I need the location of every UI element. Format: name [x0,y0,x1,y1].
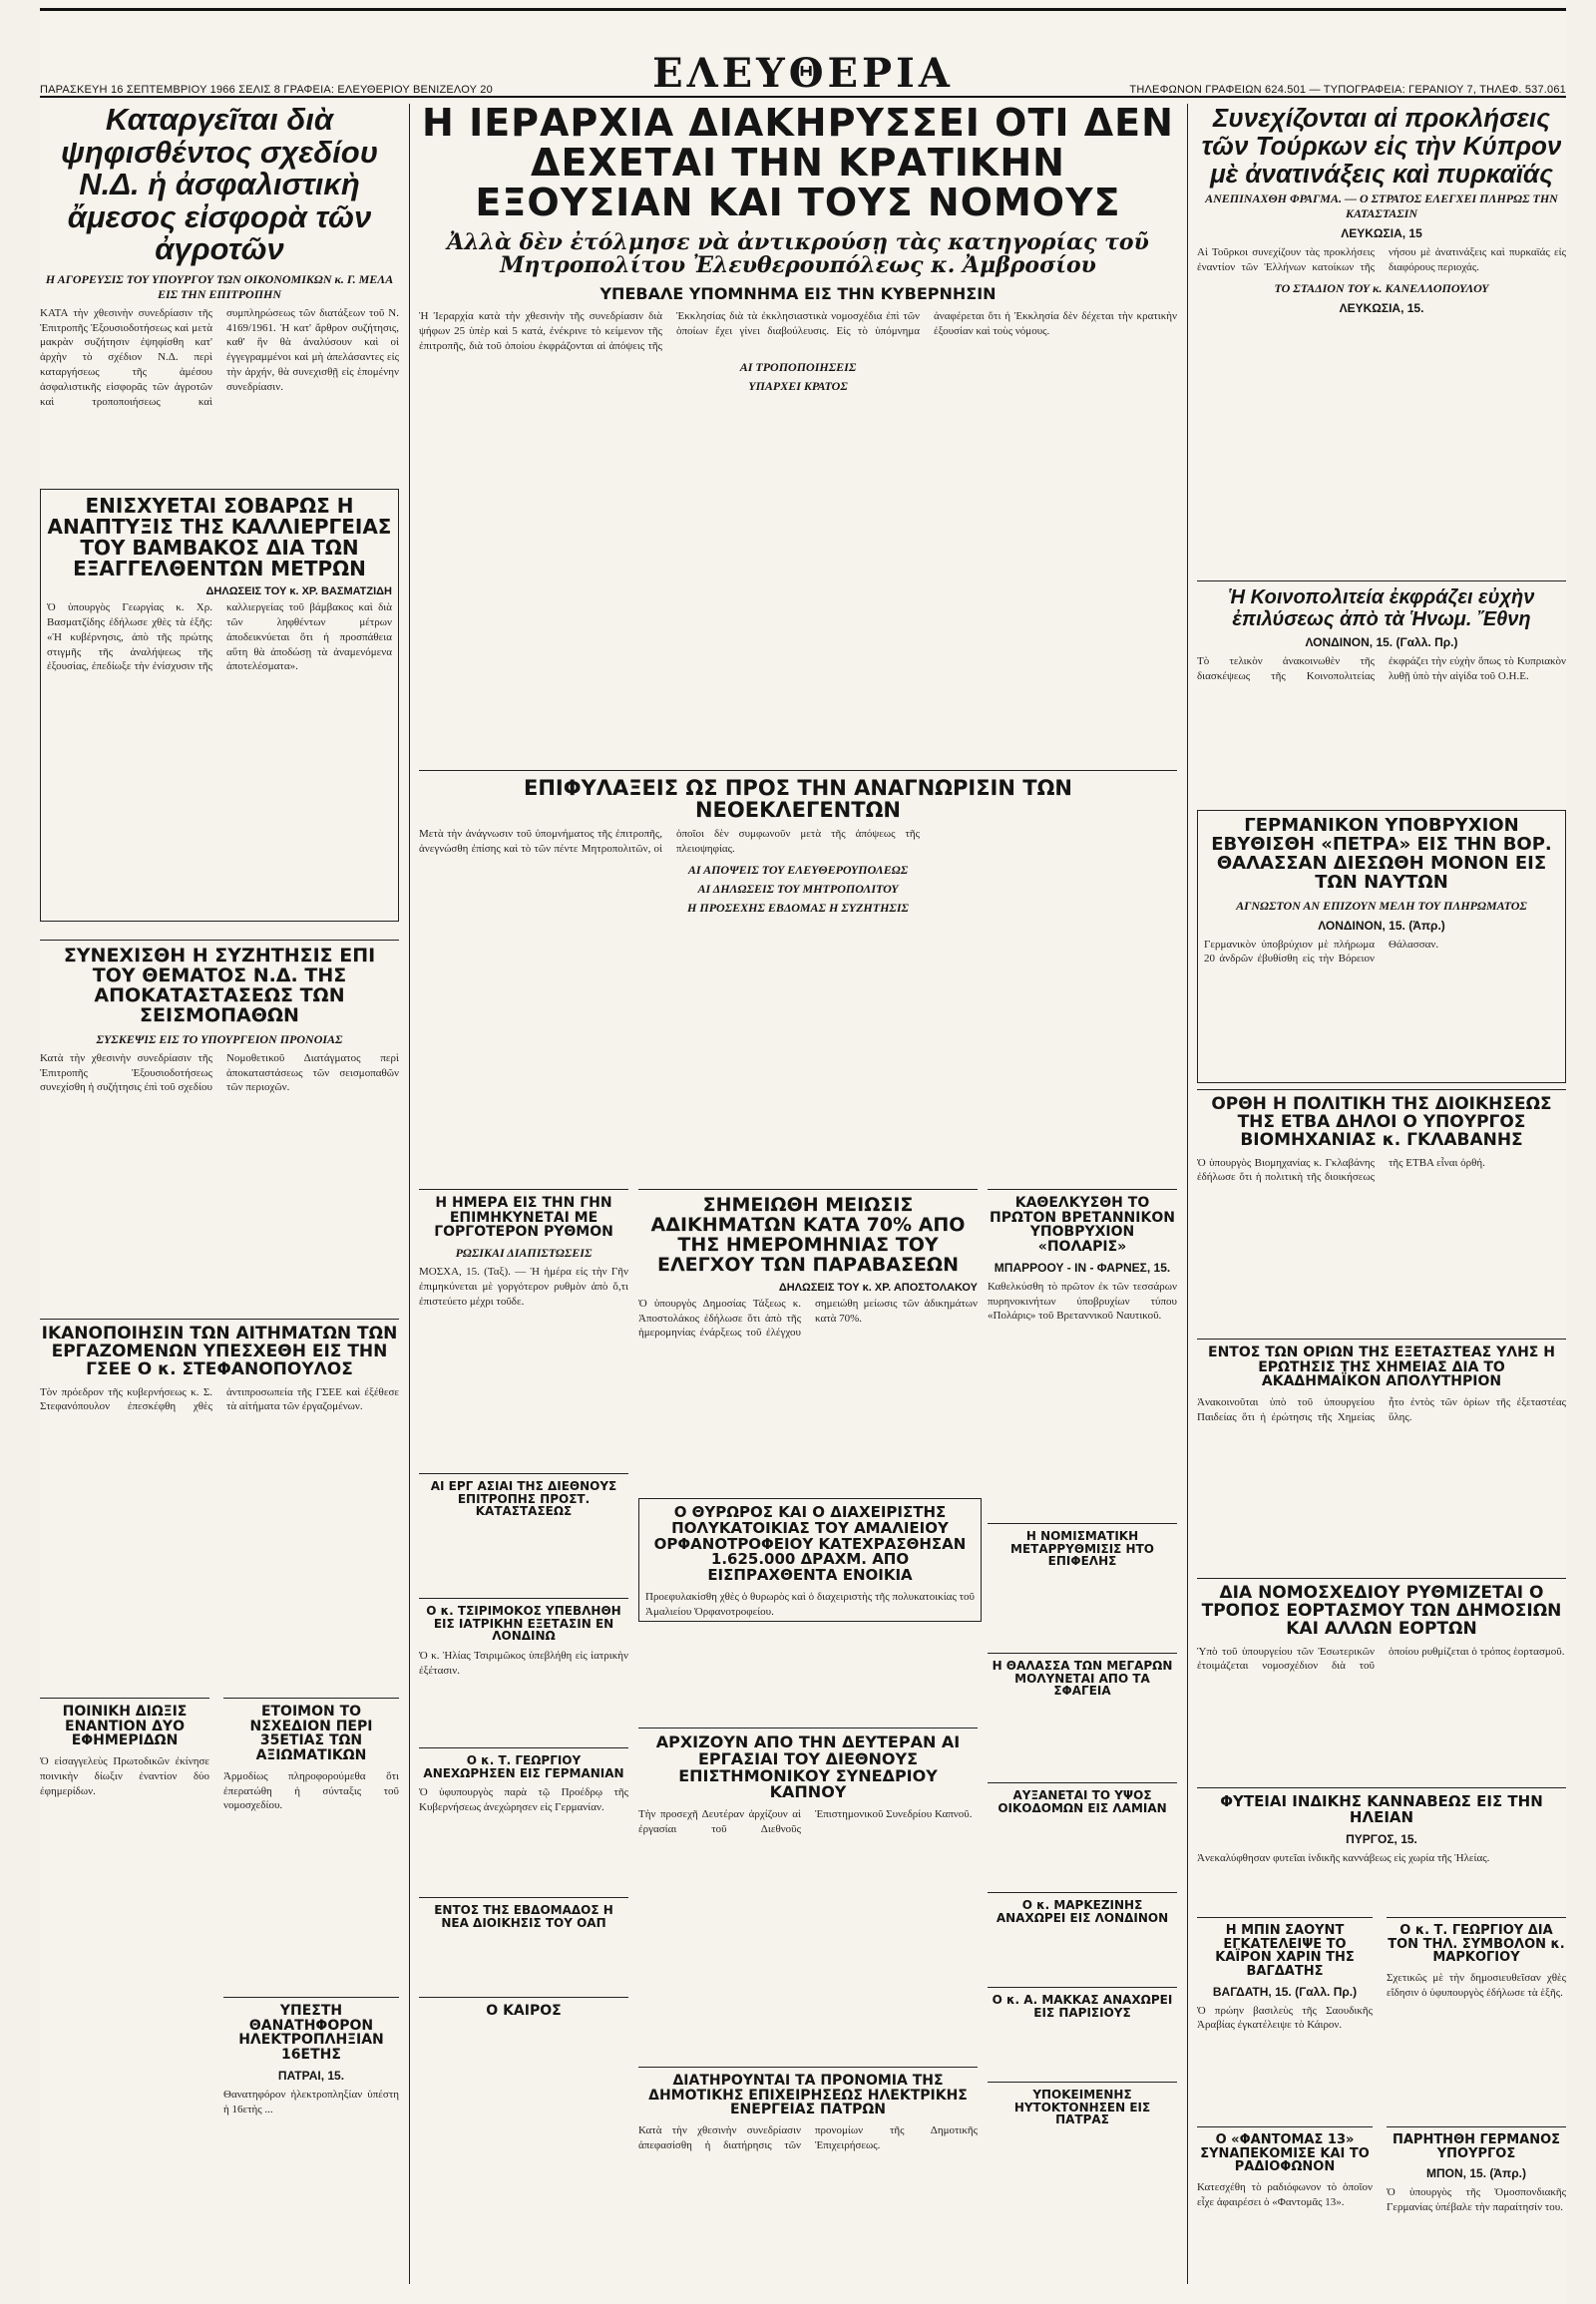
headline: Ο κ. Τ. ΓΕΩΡΓΙΟΥ ΔΙΑ ΤΟΝ ΤΗΛ. ΣΥΜΒΟΛΟΝ κ. ΜΑΡΚΟΓΙΟΥ [1388,1923,1565,1966]
article-reservations [419,770,1177,1196]
article-body: Ὁ ὑπουργὸς Βιομηχανίας κ. Γκλαβάνης ἐδήλωσε ὅτι ἡ πολιτικὴ τῆς διοικήσεως τῆς ΕΤΒΑ εἶναι ὀρθή. [1197,1156,1485,1184]
headline: Ο κ. ΜΑΡΚΕΖΙΝΗΣ ΑΝΑΧΩΡΕΙ ΕΙΣ ΛΟΝΔΙΝΟΝ [996,1898,1169,1925]
headline: Ἡ Κοινοπολιτεία ἐκφράζει εὐχὴν ἐπιλύσεως ἀπὸ τὰ Ἡνωμ. Ἔθνη [1228,586,1535,630]
article-chemistry [1197,1339,1566,1565]
article-body: Ὑπὸ τοῦ ὑπουργείου τῶν Ἐσωτερικῶν ἐτοιμάζεται νομοσχέδιον διὰ τοῦ ὁποίου ρυθμίζεται ὁ τρόπος ἑορτασμοῦ. [1197,1645,1565,1673]
headline: ΔΙΑΤΗΡΟΥΝΤΑΙ ΤΑ ΠΡΟΝΟΜΙΑ ΤΗΣ ΔΗΜΟΤΙΚΗΣ ΕΠΙΧΕΙΡΗΣΕΩΣ ΗΛΕΚΤΡΙΚΗΣ ΕΝΕΡΓΕΙΑΣ ΠΑΤΡΩΝ [648,2073,968,2118]
article-suicide [988,2082,1177,2188]
article-body: Θανατηφόρον ἠλεκτροπληξίαν ὑπέστη ἡ 16ετὴς ... [223,2088,399,2115]
column-divider [409,104,410,2284]
article-bin-saud [1197,1917,1373,2123]
article-tobacco-congress [638,1728,978,2064]
subhead: ΑΝΕΠΙΝΑΧΘΗ ΦΡΑΓΜΑ. — Ο ΣΤΡΑΤΟΣ ΕΛΕΓΧΕΙ ΠΛΗΡΩΣ ΤΗΝ ΚΑΤΑΣΤΑΣΙΝ [1205,192,1558,221]
article-body: ΚΑΤΑ τὴν χθεσινὴν συνεδρίασιν τῆς Ἐπιτροπῆς Ἐξουσιοδοτήσεως καὶ μετὰ μακρὰν συζήτησιν ἐψηφίσθη κατ' ἀρχὴν τὸ σχέδιον Ν.Δ. περὶ καταργήσεως τῆς ἀμέσου ἀσφαλιστικῆς εἰσφορᾶς τῶν ἀγροτῶν καὶ τροποποιήσεως καὶ συμπληρώσεως τῶν διατάξεων τοῦ Ν. 4169/1961. Ἡ κατ' ἄρθρον συζήτησις, καθ' ἣν θὰ ἀναλύσουν καὶ οἱ ἐγγεγραμμένοι καὶ μὴ ἀπελάσαντες εἰς τὴν ἀρχήν, θὰ συνεχισθῇ εἰς ἑπομένην συνεδρίασιν. [40,306,399,408]
subhead: ΣΥΣΚΕΨΙΣ ΕΙΣ ΤΟ ΥΠΟΥΡΓΕΙΟΝ ΠΡΟΝΟΙΑΣ [96,1031,343,1046]
dateline: ΒΑΓΔΑΤΗ, 15. (Γαλλ. Πρ.) [1212,1984,1358,1999]
masthead-rule [40,96,1566,98]
article-body: Τὸν πρόεδρον τῆς κυβερνήσεως κ. Σ. Στεφανόπουλον ἐπεσκέφθη χθὲς ἀντιπροσωπεία τῆς ΓΣΕΕ καὶ ἐξέθεσε τὰ αἰτήματα τῶν ἐργαζομένων. [40,1385,399,1413]
subhead: Η ΠΡΟΣΕΧΗΣ ΕΒΔΟΜΑΣ Η ΣΥΖΗΤΗΣΙΣ [687,900,909,915]
dateline: ΜΠΟΝ, 15. (Ἀπρ.) [1426,2166,1526,2181]
headline: ΠΑΡΗΤΗΘΗ ΓΕΡΜΑΝΟΣ ΥΠΟΥΡΓΟΣ [1392,2132,1561,2161]
headline: ΑΥΞΑΝΕΤΑΙ ΤΟ ΥΨΟΣ ΟΙΚΟΔΟΜΩΝ ΕΙΣ ΛΑΜΙΑΝ [998,1788,1167,1815]
article-patras-power [638,2067,978,2253]
article-prosecution [40,1698,209,1964]
right-column [1197,104,1566,2304]
article-weather [419,1997,628,2123]
headline: ΑΙ ΕΡΓ ΑΣΙΑΙ ΤΗΣ ΔΙΕΘΝΟΥΣ ΕΠΙΤΡΟΠΗΣ ΠΡΟΣΤ. ΚΑΤΑΣΤΑΣΕΩΣ [430,1479,617,1519]
lead-body: Ἡ Ἱεραρχία κατὰ τὴν χθεσινὴν τῆς συνεδρίασιν διὰ ψήφων 25 ὑπὲρ καὶ 5 κατά, ἐνέκρινε τὸ κείμενον τῆς ἐπιτροπῆς, διὰ τοῦ ὁποίου ἐκφράζονται αἱ ἀπόψεις τῆς Ἐκκλησίας διὰ τὰ ἐκκλησιαστικὰ νομοσχέδια ἐπὶ τῶν ὁποίων ἔχει γίνει διαβούλευσις. Εἰς τὸ ὑπόμνημα ἀναφέρεται ὅτι ἡ Ἐκκλησία δὲν δέχεται τὴν κρατικὴν ἐξουσίαν καὶ τοὺς νόμους. [419,309,1177,352]
article-workers [40,1319,399,1575]
article-makkas [988,1987,1177,2084]
article-fantomas [1197,2126,1373,2283]
subhead: ΑΙ ΑΠΟΨΕΙΣ ΤΟΥ ΕΛΕΥΘΕΡΟΥΠΟΛΕΩΣ [687,862,909,877]
article-body: Ἀνεκαλύφθησαν φυτεῖαι ἰνδικῆς καννάβεως εἰς χωρία τῆς Ἠλείας. [1197,1851,1490,1864]
headline: ΕΝΤΟΣ ΤΩΝ ΟΡΙΩΝ ΤΗΣ ΕΞΕΤΑΣΤΕΑΣ ΥΛΗΣ Η ΕΡΩΤΗΣΙΣ ΤΗΣ ΧΗΜΕΙΑΣ ΔΙΑ ΤΟ ΑΚΑΔΗΜΑΪΚΟΝ ΑΠΟΛΥΤΗΡΙΟΝ [1208,1344,1555,1390]
article-body: Ἀνακοινοῦται ὑπὸ τοῦ ὑπουργείου Παιδείας ὅτι ἡ ἐρώτησις τῆς Χημείας ἦτο ἐντὸς τῶν ὁρίων τῆς ἐξεταστέας ὕλης. [1197,1396,1566,1423]
lead-deck: Ἀλλὰ δὲν ἐτόλμησε νὰ ἀντικρούσῃ τὰς κατηγορίας τοῦ Μητροπολίτου Ἐλευθερουπόλεως κ. Ἀμβροσίου [447,228,1149,279]
subhead: Η ΑΓΟΡΕΥΣΙΣ ΤΟΥ ΥΠΟΥΡΓΟΥ ΤΩΝ ΟΙΚΟΝΟΜΙΚΩΝ κ. Γ. ΜΕΛΑ ΕΙΣ ΤΗΝ ΕΠΙΤΡΟΠΗΝ [45,271,394,301]
headline: ΕΝΤΟΣ ΤΗΣ ΕΒΔΟΜΑΔΟΣ Η ΝΕΑ ΔΙΟΙΚΗΣΙΣ ΤΟΥ ΟΑΠ [434,1903,613,1930]
article-body: Ὁ ὑφυπουργὸς παρὰ τῷ Προέδρῳ τῆς Κυβερνήσεως ἀνεχώρησεν εἰς Γερμανίαν. [419,1786,628,1814]
article-megara [988,1653,1177,1779]
article-body: Μετὰ τὴν ἀνάγνωσιν τοῦ ὑπομνήματος τῆς ἐπιτροπῆς, ἀνεγνώσθη ἐπίσης καὶ τὸ τῶν πέντε Μητροπολιτῶν, οἱ ὁποῖοι δὲν συμφωνοῦν μετὰ τῆς ἀπόψεως τῆς πλειοψηφίας. [419,828,920,855]
subhead: ΡΩΣΙΚΑΙ ΔΙΑΠΙΣΤΩΣΕΙΣ [455,1246,593,1261]
dateline: ΛΟΝΔΙΝΟΝ, 15. (Ἀπρ.) [1318,918,1445,933]
article-intl-committee [419,1473,628,1600]
article-currency [988,1523,1177,1650]
article-body: Προεφυλακίσθη χθὲς ὁ θυρωρὸς καὶ ὁ διαχειριστὴς τῆς πολυκατοικίας τοῦ Ἀμαλιείου Ὀρφανοτροφείου. [645,1590,975,1618]
dateline: ΠΑΤΡΑΙ, 15. [277,2068,345,2083]
article-lamia [988,1782,1177,1889]
article-cyprus [1197,104,1566,473]
article-electrocution [223,1997,399,2203]
article-officers [223,1698,399,1944]
headline: ΥΠΟΚΕΙΜΕΝΗΣ ΗΥΤΟΚΤΟΝΗΣΕΝ ΕΙΣ ΠΑΤΡΑΣ [1013,2088,1151,2127]
lead-article [419,104,1177,622]
article-body: Καθελκύσθη τὸ πρῶτον ἐκ τῶν τεσσάρων πυρηνοκινήτων ὑποβρυχίων τύπου «Πολάρις» τοῦ Βρεταννικοῦ Ναυτικοῦ. [988,1280,1177,1323]
dateline: ΛΟΝΔΙΝΟΝ, 15. (Γαλλ. Πρ.) [1305,635,1458,650]
headline: ΕΠΙΦΥΛΑΞΕΙΣ ΩΣ ΠΡΟΣ ΤΗΝ ΑΝΑΓΝΩΡΙΣΙΝ ΤΩΝ ΝΕΟΕΚΛΕΓΕΝΤΩΝ [523,776,1073,823]
headline: Η ΝΟΜΙΣΜΑΤΙΚΗ ΜΕΤΑΡΡΥΘΜΙΣΙΣ ΗΤΟ ΕΠΙΦΕΛΗΣ [1010,1529,1154,1569]
article-body: Ὁ ὑπουργὸς Γεωργίας κ. Χρ. Βασματζίδης ἐδήλωσε χθὲς τὰ ἑξῆς: «Ἡ κυβέρνησις, ἀπὸ τῆς πρώτης στιγμῆς τῆς ἀναλήψεως τῆς ἐξουσίας, ἐπεδίωξε τὴν ἐνίσχυσιν τῆς καλλιεργείας τοῦ βάμβακος καὶ διὰ τῶν ληφθέντων μέτρων ἀποδεικνύεται ὅτι ἡ προσπάθεια αὕτη θὰ ἀποδώσῃ τὰ ἀναμενόμενα ἀποτελέσματα». [47,601,392,673]
article-oap [419,1897,628,1984]
article-submarine [1197,810,1566,1083]
article-earthquake [40,940,399,1306]
masthead-date-address: ΠΑΡΑΣΚΕΥΗ 16 ΣΕΠΤΕΜΒΡΙΟΥ 1966 ΣΕΛΙΣ 8 ΓΡΑΦΕΙΑ: ΕΛΕΥΘΕΡΙΟΥ ΒΕΝΙΖΕΛΟΥ 20 [40,84,493,96]
article-body: Σχετικῶς μὲ τὴν δημοσιευθεῖσαν χθὲς εἴδησιν ὁ ὑφυπουργὸς ἐδήλωσε τὰ ἑξῆς. [1387,1971,1566,1999]
headline: Καταργεῖται διὰ ψηφισθέντος σχεδίου Ν.Δ. ἡ ἀσφαλιστικὴ ἄμεσος εἰσφορὰ τῶν ἀγροτῶν [60,104,379,267]
headline: Ο κ. Α. ΜΑΚΚΑΣ ΑΝΑΧΩΡΕΙ ΕΙΣ ΠΑΡΙΣΙΟΥΣ [992,1993,1173,2020]
article-cannabis [1197,1787,1566,1904]
article-holidays [1197,1578,1566,1774]
headline: ΦΥΤΕΙΑΙ ΙΝΔΙΚΗΣ ΚΑΝΝΑΒΕΩΣ ΕΙΣ ΤΗΝ ΗΛΕΙΑΝ [1220,1792,1543,1826]
article-crime-drop [638,1189,978,1495]
headline: ΠΟΙΝΙΚΗ ΔΙΩΞΙΣ ΕΝΑΝΤΙΟΝ ΔΥΟ ΕΦΗΜΕΡΙΔΩΝ [62,1704,188,1749]
newspaper-title: ΕΛΕΥΘΕΡΙΑ [652,50,954,97]
headline: ΟΡΘΗ Η ΠΟΛΙΤΙΚΗ ΤΗΣ ΔΙΟΙΚΗΣΕΩΣ ΤΗΣ ΕΤΒΑ ΔΗΛΟΙ Ο ΥΠΟΥΡΓΟΣ ΒΙΟΜΗΧΑΝΙΑΣ κ. ΓΚΛΑΒΑΝΗΣ [1211,1094,1552,1150]
article-farmers [40,104,399,473]
article-cotton [40,489,399,922]
headline: ΙΚΑΝΟΠΟΙΗΣΙΝ ΤΩΝ ΑΙΤΗΜΑΤΩΝ ΤΩΝ ΕΡΓΑΖΟΜΕΝΩΝ ΥΠΕΣΧΕΘΗ ΕΙΣ ΤΗΝ ΓΣΕΕ Ο κ. ΣΤΕΦΑΝΟΠΟΥΛΟΣ [41,1324,398,1379]
headline: Ο «ΦΑΝΤΟΜΑΣ 13» ΣΥΝΑΠΕΚΟΜΙΣΕ ΚΑΙ ΤΟ ΡΑΔΙΟΦΩΝΟΝ [1200,2132,1370,2175]
article-orphanage [638,1498,982,1622]
headline: ΓΕΡΜΑΝΙΚΟΝ ΥΠΟΒΡΥΧΙΟΝ ΕΒΥΘΙΣΘΗ «ΠΕΤΡΑ» ΕΙΣ ΤΗΝ ΒΟΡ. ΘΑΛΑΣΣΑΝ ΔΙΕΣΩΘΗ ΜΟΝΟΝ ΕΙΣ ΤΩΝ ΝΑΥΤΩΝ [1211,815,1552,893]
headline: ΥΠΕΣΤΗ ΘΑΝΑΤΗΦΟΡΟΝ ΗΛΕΚΤΡΟΠΛΗΞΙΑΝ 16ΕΤΗΣ [238,2003,384,2064]
article-body: Τὴν προσεχῆ Δευτέραν ἀρχίζουν αἱ ἐργασίαι τοῦ Διεθνοῦς Ἐπιστημονικοῦ Συνεδρίου Καπνοῦ. [638,1808,973,1836]
lead-subhead: ΥΠΕΒΑΛΕ ΥΠΟΜΝΗΜΑ ΕΙΣ ΤΗΝ ΚΥΒΕΡΝΗΣΙΝ [599,284,997,304]
headline: Η ΘΑΛΑΣΣΑ ΤΩΝ ΜΕΓΑΡΩΝ ΜΟΛΥΝΕΤΑΙ ΑΠΟ ΤΑ ΣΦΑΓΕΙΑ [992,1659,1173,1699]
headline: ΣΗΜΕΙΩΘΗ ΜΕΙΩΣΙΣ ΑΔΙΚΗΜΑΤΩΝ ΚΑΤΑ 70% ΑΠΟ ΤΗΣ ΗΜΕΡΟΜΗΝΙΑΣ ΤΟΥ ΕΛΕΓΧΟΥ ΤΩΝ ΠΑΡΑΒΑΣΕΩΝ [650,1194,966,1276]
dateline: ΠΥΡΓΟΣ, 15. [1346,1831,1417,1846]
article-body: Κατὰ τὴν χθεσινὴν συνεδρίασιν τῆς Ἐπιτροπῆς Ἐξουσιοδοτήσεως συνεχίσθη ἡ συζήτησις ἐπὶ τοῦ σχεδίου Νομοθετικοῦ Διατάγματος περὶ ἀποκαταστάσεως τῶν σεισμοπαθῶν τῶν περιοχῶν. [40,1051,399,1094]
headline: ΔΙΑ ΝΟΜΟΣΧΕΔΙΟΥ ΡΥΘΜΙΖΕΤΑΙ Ο ΤΡΟΠΟΣ ΕΟΡΤΑΣΜΟΥ ΤΩΝ ΔΗΜΟΣΙΩΝ ΚΑΙ ΑΛΛΩΝ ΕΟΡΤΩΝ [1201,1583,1562,1639]
headline: Ο ΘΥΡΩΡΟΣ ΚΑΙ Ο ΔΙΑΧΕΙΡΙΣΤΗΣ ΠΟΛΥΚΑΤΟΙΚΙΑΣ ΤΟΥ ΑΜΑΛΙΕΙΟΥ ΟΡΦΑΝΟΤΡΟΦΕΙΟΥ ΚΑΤΕΧΡΑΣΘΗΣΑΝ 1.625.000 ΔΡΑΧΜ. ΑΠΟ ΕΙΣΠΡΑΧΘΕΝΤΑ ΕΝΟΙΚΙΑ [653,1503,967,1584]
headline: ΕΤΟΙΜΟΝ ΤΟ ΝΣΧΕΔΙΟΝ ΠΕΡΙ 35ΕΤΙΑΣ ΤΩΝ ΑΞΙΩΜΑΤΙΚΩΝ [249,1704,373,1764]
dateline: ΜΠΑΡΡΟΟΥ - ΙΝ - ΦΑΡΝΕΣ, 15. [994,1260,1171,1275]
article-body: Γερμανικὸν ὑποβρύχιον μὲ πλήρωμα 20 ἀνδρῶν ἐβυθίσθη εἰς τὴν Βόρειον Θάλασσαν. [1204,938,1439,965]
article-markezinis [988,1892,1177,1989]
headline: Η ΗΜΕΡΑ ΕΙΣ ΤΗΝ ΓΗΝ ΕΠΙΜΗΚΥΝΕΤΑΙ ΜΕ ΓΟΡΓΟΤΕΡΟΝ ΡΥΘΜΟΝ [434,1195,613,1241]
article-body: Τὸ τελικὸν ἀνακοινωθὲν τῆς διασκέψεως τῆς Κοινοπολιτείας ἐκφράζει τὴν εὐχὴν ὅπως τὸ Κυπριακὸν λυθῇ ὑπὸ τὴν αἰγίδα τοῦ Ο.Η.Ε. [1197,655,1566,683]
article-tsirimokos [419,1598,628,1744]
center-column [419,104,1177,2304]
newspaper-page [40,0,1566,2304]
article-body: Ἁρμοδίως πληροφορούμεθα ὅτι ἐπερατώθη ἡ σύνταξις τοῦ νομοσχεδίου. [223,1769,399,1812]
subhead: ΤΟ ΣΤΑΔΙΟΝ ΤΟΥ κ. ΚΑΝΕΛΛΟΠΟΥΛΟΥ [1274,280,1489,295]
article-commonwealth [1197,580,1566,767]
article-german-minister [1387,2126,1566,2283]
headline: ΑΡΧΙΖΟΥΝ ΑΠΟ ΤΗΝ ΔΕΥΤΕΡΑΝ ΑΙ ΕΡΓΑΣΙΑΙ ΤΟΥ ΔΙΕΘΝΟΥΣ ΕΠΙΣΤΗΜΟΝΙΚΟΥ ΣΥΝΕΔΡΙΟΥ ΚΑΠΝΟΥ [655,1732,961,1802]
byline: ΔΗΛΩΣΕΙΣ ΤΟΥ κ. ΧΡ. ΒΑΣΜΑΤΖΙΔΗ [205,585,392,597]
subhead: ΑΙ ΔΗΛΩΣΕΙΣ ΤΟΥ ΜΗΤΡΟΠΟΛΙΤΟΥ [697,881,899,896]
article-polaris [988,1189,1177,1525]
article-body: Κατεσχέθη τὸ ραδιόφωνον τὸ ὁποῖον εἶχε ἀφαιρέσει ὁ «Φαντομᾶς 13». [1197,2180,1373,2208]
column-divider [1187,104,1188,2284]
headline: ΚΑΘΕΛΚΥΣΘΗ ΤΟ ΠΡΩΤΟΝ ΒΡΕΤΑΝΝΙΚΟΝ ΥΠΟΒΡΥΧΙΟΝ «ΠΟΛΑΡΙΣ» [990,1195,1175,1256]
headline: Η ΜΠΙΝ ΣΑΟΥΝΤ ΕΓΚΑΤΕΛΕΙΨΕ ΤΟ ΚΑΪΡΟΝ ΧΑΡΙΝ ΤΗΣ ΒΑΓΔΑΤΗΣ [1215,1923,1355,1979]
headline: ΕΝΙΣΧΥΕΤΑΙ ΣΟΒΑΡΩΣ Η ΑΝΑΠΤΥΞΙΣ ΤΗΣ ΚΑΛΛΙΕΡΓΕΙΑΣ ΤΟΥ ΒΑΜΒΑΚΟΣ ΔΙΑ ΤΩΝ ΕΞΑΓΓΕΛΘΕΝΤΩΝ ΜΕΤΡΩΝ [47,494,392,580]
article-body: Ὁ πρώην βασιλεὺς τῆς Σαουδικῆς Ἀραβίας ἐγκατέλειψε τὸ Κάιρον. [1197,2004,1373,2032]
headline: ΣΥΝΕΧΙΣΘΗ Η ΣΥΖΗΤΗΣΙΣ ΕΠΙ ΤΟΥ ΘΕΜΑΤΟΣ Ν.Δ. ΤΗΣ ΑΠΟΚΑΤΑΣΤΑΣΕΩΣ ΤΩΝ ΣΕΙΣΜΟΠΑΘΩΝ [63,945,376,1026]
article-body: Ὁ ὑπουργὸς Δημοσίας Τάξεως κ. Ἀποστολάκος ἐδήλωσε ὅτι ἀπὸ τῆς ἡμερομηνίας ἐνάρξεως τοῦ ἐλέγχου σημειώθη μείωσις τῶν ἀδικημάτων κατὰ 70%. [638,1297,978,1340]
article-georgiou [419,1747,628,1884]
article-body: Αἱ Τοῦρκοι συνεχίζουν τὰς προκλήσεις ἐναντίον τῶν Ἑλλήνων κατοίκων τῆς νήσου μὲ ἀνατινάξεις καὶ πυρκαϊάς εἰς διαφόρους περιοχάς. [1197,246,1566,274]
article-body: Ὁ εἰσαγγελεὺς Πρωτοδικῶν ἐκίνησε ποινικὴν δίωξιν ἐναντίον δύο ἐφημερίδων. [40,1755,209,1797]
byline: ΔΗΛΩΣΕΙΣ ΤΟΥ κ. ΧΡ. ΑΠΟΣΤΟΛΑΚΟΥ [778,1281,978,1294]
article-body: ΜΟΣΧΑ, 15. (Ταξ). — Ἡ ἡμέρα εἰς τὴν Γῆν ἐπιμηκύνεται μὲ γοργότερον ρυθμὸν ἀπὸ ὅ,τι ἐπιστεύετο μέχρι τοῦδε. [419,1266,628,1308]
lead-section-b: ΥΠΑΡΧΕΙ ΚΡΑΤΟΣ [748,378,848,393]
article-etva [1197,1089,1566,1296]
headline: Ο κ. ΤΣΙΡΙΜΟΚΟΣ ΥΠΕΒΛΗΘΗ ΕΙΣ ΙΑΤΡΙΚΗΝ ΕΞΕΤΑΣΙΝ ΕΝ ΛΟΝΔΙΝΩ [426,1604,621,1644]
lead-section-a: ΑΙ ΤΡΟΠΟΠΟΙΗΣΕΙΣ [739,359,857,374]
dateline: ΛΕΥΚΩΣΙΑ, 15. [1339,300,1424,315]
article-body: Ὁ ὑπουργὸς τῆς Ὁμοσπονδιακῆς Γερμανίας ὑπέβαλε τὴν παραίτησίν του. [1387,2186,1566,2214]
article-body: Κατὰ τὴν χθεσινὴν συνεδρίασιν ἀπεφασίσθη ἡ διατήρησις τῶν προνομίων τῆς Δημοτικῆς Ἐπιχειρήσεως. [638,2124,978,2151]
masthead [40,50,1566,97]
article-body: Ὁ κ. Ἠλίας Τσιριμῶκος ὑπεβλήθη εἰς ἰατρικὴν ἐξέτασιν. [419,1649,628,1677]
masthead-phones: ΤΗΛΕΦΩΝΟΝ ΓΡΑΦΕΙΩΝ 624.501 — ΤΥΠΟΓΡΑΦΕΙΑ: ΓΕΡΑΝΙΟΥ 7, ΤΗΛΕΦ. 537.061 [1129,84,1566,96]
headline: Συνεχίζονται αἱ προκλήσεις τῶν Τούρκων εἰς τὴν Κύπρον μὲ ἀνατινάξεις καὶ πυρκαϊάς [1201,104,1562,190]
headline: Ο κ. Τ. ΓΕΩΡΓΙΟΥ ΑΝΕΧΩΡΗΣΕΝ ΕΙΣ ΓΕΡΜΑΝΙΑΝ [423,1753,624,1780]
top-rule [40,8,1566,11]
article-georgiou-markogiou [1387,1917,1566,2123]
article-earth-day [419,1189,628,1475]
left-column [40,104,399,2304]
lead-headline: Η ΙΕΡΑΡΧΙΑ ΔΙΑΚΗΡΥΣΣΕΙ ΟΤΙ ΔΕΝ ΔΕΧΕΤΑΙ ΤΗΝ ΚΡΑΤΙΚΗΝ ΕΞΟΥΣΙΑΝ ΚΑΙ ΤΟΥΣ ΝΟΜΟΥΣ [422,104,1174,224]
subhead: ΑΓΝΩΣΤΟΝ ΑΝ ΕΠΙΖΟΥΝ ΜΕΛΗ ΤΟΥ ΠΛΗΡΩΜΑΤΟΣ [1236,898,1527,913]
dateline: ΛΕΥΚΩΣΙΑ, 15 [1341,226,1422,241]
headline: Ο ΚΑΙΡΟΣ [486,2003,562,2019]
